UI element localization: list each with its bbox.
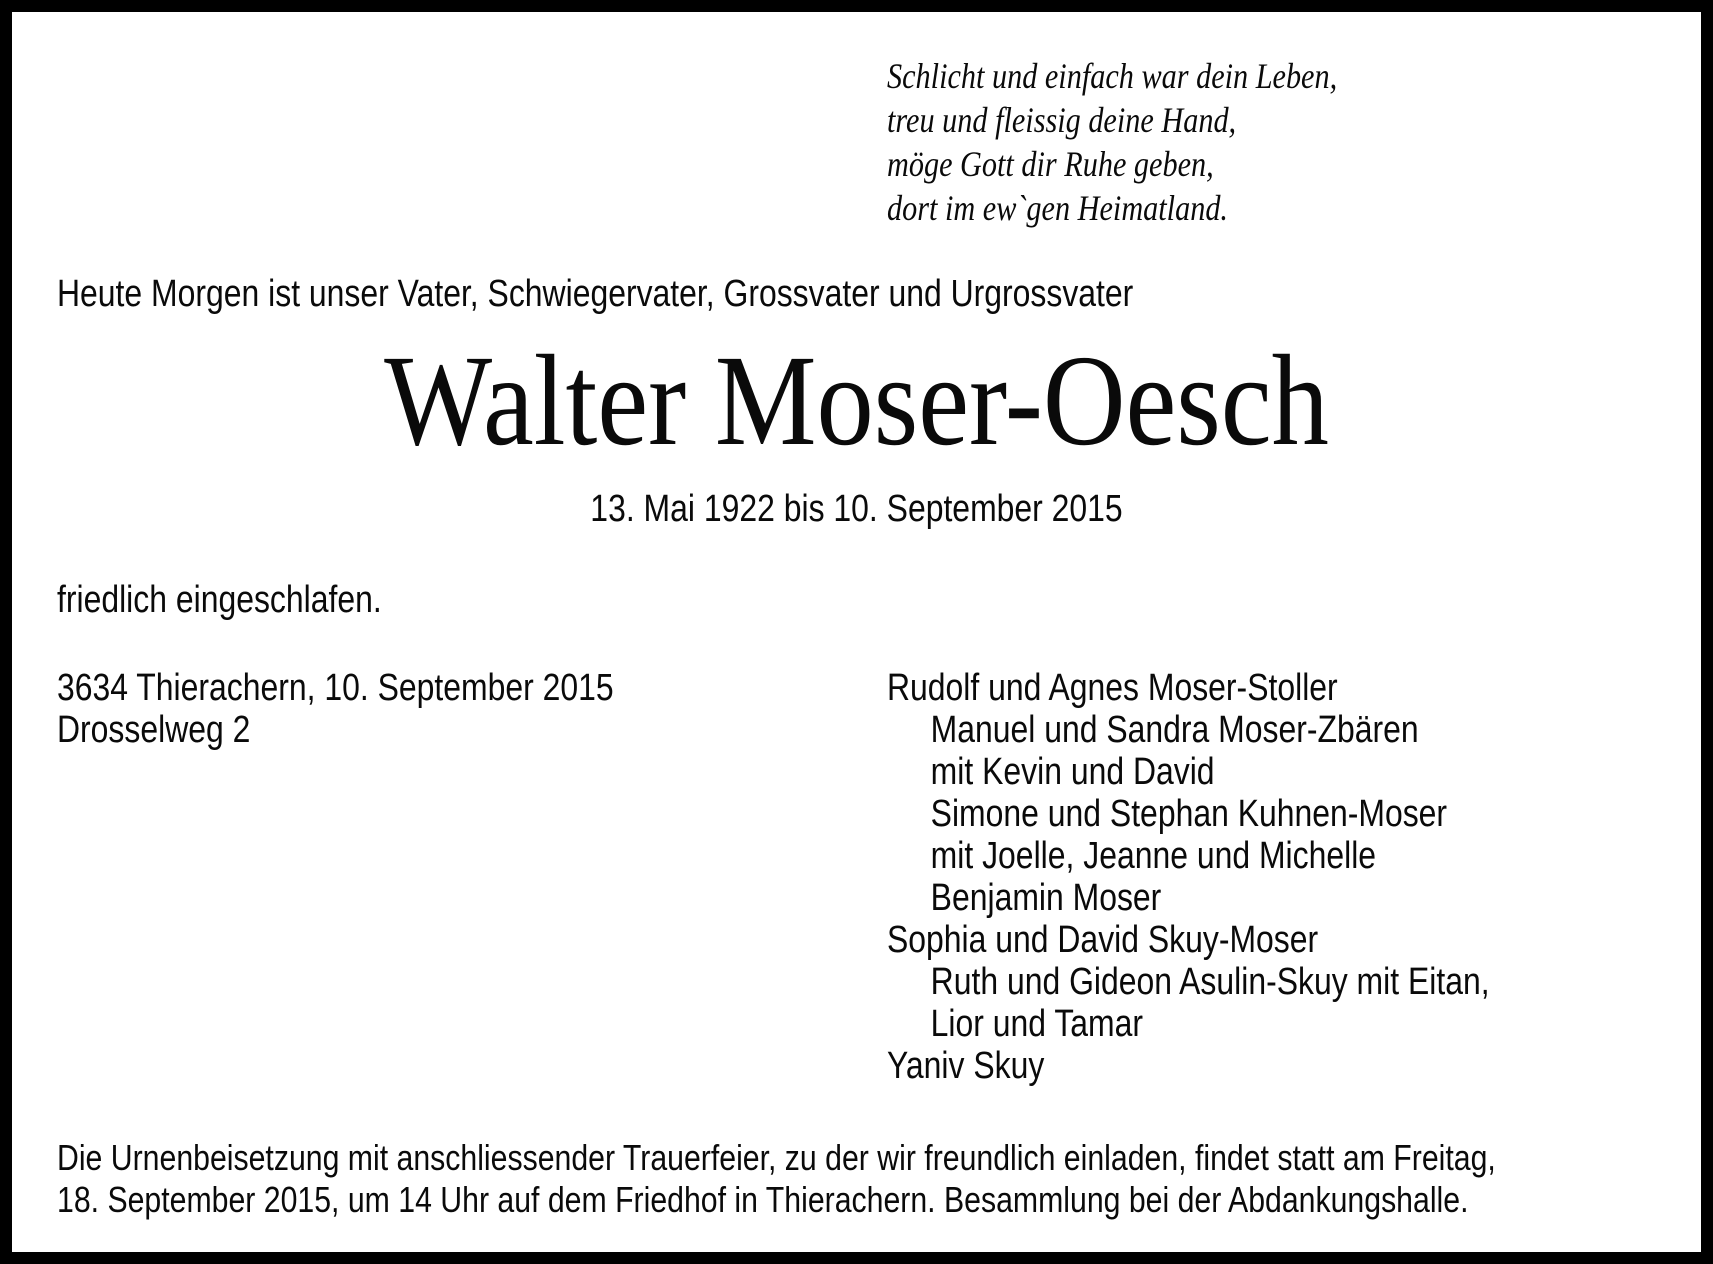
family-member: Rudolf und Agnes Moser-Stoller — [887, 667, 1338, 709]
place-date-line: 3634 Thierachern, 10. September 2015 — [57, 667, 614, 709]
announcement-intro: Heute Morgen ist unser Vater, Schwiegervater, Grossvater und Urgrossvater — [57, 273, 1134, 315]
family-member: Simone und Stephan Kuhnen-Moser — [930, 793, 1448, 835]
family-member: Benjamin Moser — [930, 877, 1162, 919]
family-list — [887, 667, 1490, 1087]
deceased-name: Walter Moser-Oesch — [384, 329, 1329, 473]
family-member: mit Kevin und David — [930, 751, 1215, 793]
family-member: mit Joelle, Jeanne und Michelle — [930, 835, 1377, 877]
life-dates: 13. Mai 1922 bis 10. September 2015 — [590, 488, 1123, 530]
memorial-poem — [887, 54, 1337, 230]
family-member: Lior und Tamar — [930, 1003, 1144, 1045]
funeral-information — [57, 1137, 1496, 1221]
place-and-date — [57, 667, 614, 751]
funeral-info-line: Die Urnenbeisetzung mit anschliessender Trauerfeier, zu der wir freundlich einladen, findet statt am Freitag, — [57, 1137, 1496, 1178]
family-member: Manuel und Sandra Moser-Zbären — [930, 709, 1419, 751]
family-member: Ruth und Gideon Asulin-Skuy mit Eitan, — [930, 961, 1490, 1003]
poem-line: dort im ew`gen Heimatland. — [887, 188, 1229, 228]
poem-line: Schlicht und einfach war dein Leben, — [887, 56, 1338, 96]
poem-line: möge Gott dir Ruhe geben, — [887, 144, 1214, 184]
funeral-info-line: 18. September 2015, um 14 Uhr auf dem Friedhof in Thierachern. Besammlung bei der Abdankungshalle. — [57, 1179, 1469, 1220]
family-member: Yaniv Skuy — [887, 1045, 1045, 1087]
address-line: Drosselweg 2 — [57, 709, 251, 751]
family-member: Sophia und David Skuy-Moser — [887, 919, 1319, 961]
poem-line: treu und fleissig deine Hand, — [887, 100, 1237, 140]
death-note: friedlich eingeschlafen. — [57, 579, 382, 621]
